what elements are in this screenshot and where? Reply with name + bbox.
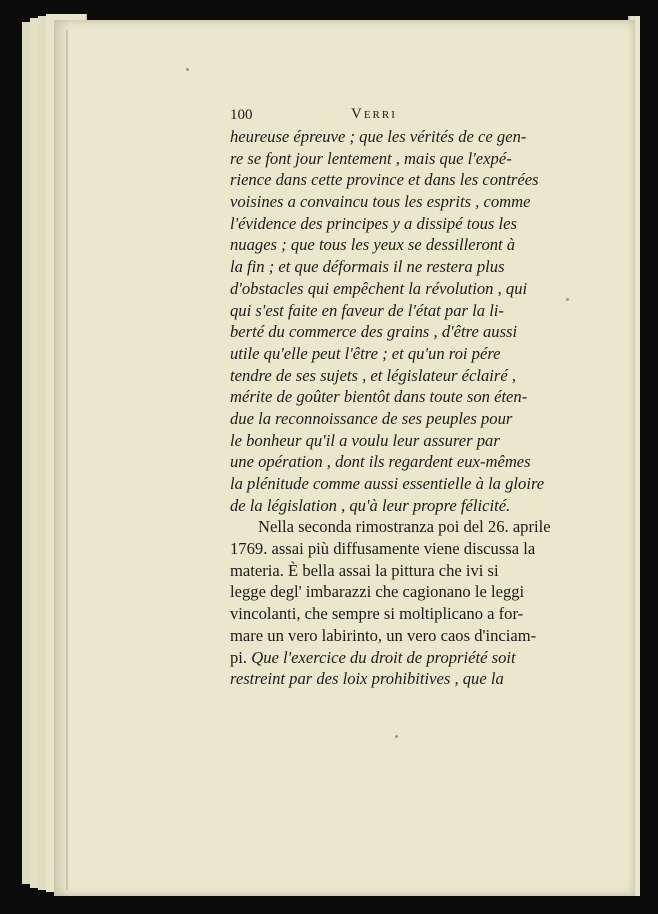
text-line: d'obstacles qui empêchent la révolution , qui	[230, 278, 528, 298]
text-line: une opération , dont ils regardent eux-mêmes	[230, 452, 531, 472]
text-line: heureuse épreuve ; que les vérités de ce gen-	[230, 127, 527, 146]
text-line-roman-part: pi.	[230, 647, 252, 667]
text-line: nuages ; que tous les yeux se dessilleront à	[230, 235, 516, 255]
page-number: 100	[230, 107, 253, 123]
text-line: qui s'est faite en faveur de l'état par la li-	[230, 300, 504, 320]
paper-speck	[186, 68, 189, 71]
text-line-italic-part: Que l'exercice du droit de propriété soit	[251, 647, 516, 667]
text-line: vincolanti, che sempre si moltiplicano a for-	[230, 604, 524, 624]
text-line: legge degl' imbarazzi che cagionano le leggi	[230, 582, 525, 602]
text-line: la fin ; et que déformais il ne restera plus	[230, 257, 505, 277]
paper-speck	[566, 298, 569, 301]
text-line	[230, 647, 560, 669]
text-line: rience dans cette province et dans les contrées	[230, 170, 539, 190]
text-line: mare un vero labirinto, un vero caos d'inciam-	[230, 625, 537, 645]
text-line: utile qu'elle peut l'être ; et qu'un roi pére	[230, 343, 501, 363]
text-line: materia. È bella assai la pittura che ivi si	[230, 560, 499, 580]
text-line: de la législation , qu'à leur propre félicité.	[230, 495, 511, 515]
text-line: due la reconnoissance de ses peuples pour	[230, 408, 513, 428]
text-line: 1769. assai più diffusamente viene discussa la	[230, 539, 536, 559]
paper-speck	[395, 735, 398, 738]
body-text	[230, 126, 560, 690]
running-head: Verri	[351, 106, 397, 122]
text-line: re se font jour lentement , mais que l'expé-	[230, 148, 512, 168]
text-line: tendre de ses sujets , et législateur éclairé ,	[230, 365, 517, 385]
text-line: l'évidence des principes y a dissipé tous les	[230, 213, 517, 233]
text-line: mérite de goûter bientôt dans toute son éten-	[230, 387, 528, 407]
text-line: restreint par des loix prohibitives , que la	[230, 669, 504, 689]
text-line: Nella seconda rimostranza poi del 26. aprile	[258, 517, 551, 537]
page-header	[230, 107, 570, 127]
text-line: berté du commerce des grains , d'être aussi	[230, 322, 518, 342]
text-line: le bonheur qu'il a voulu leur assurer par	[230, 430, 500, 450]
gutter-shadow	[66, 30, 68, 890]
text-line: la plénitude comme aussi essentielle à la gloire	[230, 474, 545, 493]
scan-border	[640, 0, 658, 914]
text-line: voisines a convaincu tous les esprits , comme	[230, 192, 531, 212]
